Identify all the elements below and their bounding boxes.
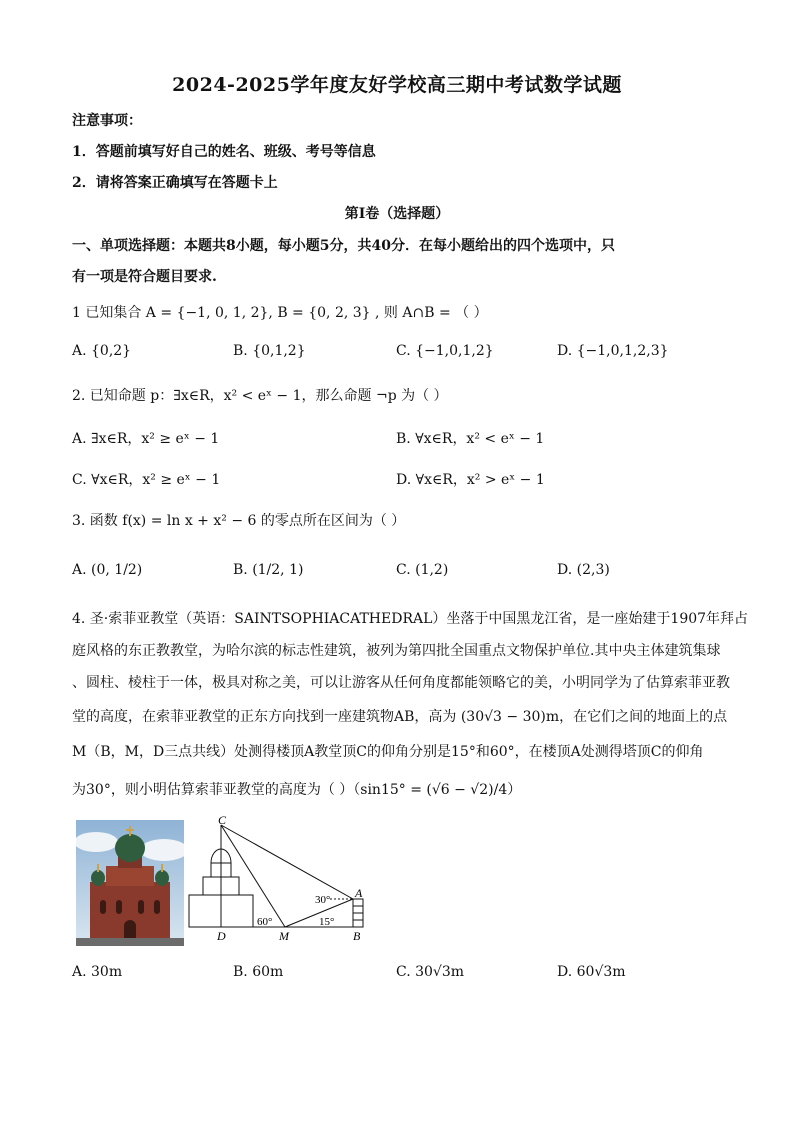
q4-line-6: 为30°，则小明估算索菲亚教堂的高度为（ ）（sin15° = (√6 − √2)/4） xyxy=(72,782,522,798)
notice-heading: 注意事项： xyxy=(72,113,142,129)
volume-title: 第I卷（选择题） xyxy=(344,206,450,222)
label-angle-60: 60° xyxy=(257,916,273,928)
q2-option-d: D. ∀x∈R，x² > eˣ − 1 xyxy=(396,472,545,488)
label-b: B xyxy=(353,929,361,943)
q1-option-b: B. {0,1,2} xyxy=(233,343,306,359)
q1-option-d: D. {−1,0,1,2,3} xyxy=(557,343,669,359)
q3-option-d: D. (2,3) xyxy=(557,562,610,578)
geometry-diagram xyxy=(185,815,375,945)
q3-stem: 3. 函数 f(x) = ln x + x² − 6 的零点所在区间为（ ） xyxy=(72,513,406,529)
q4-line-2: 庭风格的东正教教堂，为哈尔滨的标志性建筑，被列为第四批全国重点文物保护单位.其中央主体建筑集球 xyxy=(72,643,721,659)
section-intro-line-1: 一、单项选择题：本题共8小题，每小题5分，共40分．在每小题给出的四个选项中，只 xyxy=(72,238,615,254)
section-intro-line-2: 有一项是符合题目要求. xyxy=(72,269,217,285)
label-angle-30: 30° xyxy=(315,894,331,906)
q1-option-a: A. {0,2} xyxy=(72,343,132,359)
label-a: A xyxy=(355,886,363,900)
q1-stem: 1 已知集合 A = {−1, 0, 1, 2}, B = {0, 2, 3} , 则 A∩B = （ ） xyxy=(72,305,488,321)
q4-option-d: D. 60√3m xyxy=(557,964,626,980)
q3-option-b: B. (1/2, 1) xyxy=(233,562,304,578)
q2-option-c: C. ∀x∈R，x² ≥ eˣ − 1 xyxy=(72,472,221,488)
q4-option-c: C. 30√3m xyxy=(396,964,465,980)
q4-line-5: M（B，M，D三点共线）处测得楼顶A教堂顶C的仰角分别是15°和60°，在楼顶A处测得塔顶C的仰角 xyxy=(72,744,704,760)
label-angle-15: 15° xyxy=(319,916,335,928)
exam-title: 2024-2025学年度友好学校高三期中考试数学试题 xyxy=(172,74,622,96)
cathedral-photo xyxy=(76,820,184,946)
q4-option-b: B. 60m xyxy=(233,964,284,980)
notice-item-1: 1．答题前填写好自己的姓名、班级、考号等信息 xyxy=(72,144,376,160)
notice-item-2: 2．请将答案正确填写在答题卡上 xyxy=(72,175,278,191)
q2-stem: 2. 已知命题 p：∃x∈R，x² < eˣ − 1，那么命题 ¬p 为（ ） xyxy=(72,388,448,404)
q1-option-c: C. {−1,0,1,2} xyxy=(396,343,494,359)
q4-line-1: 4. 圣·索菲亚教堂（英语：SAINTSOPHIACATHEDRAL）坐落于中国黑龙江省，是一座始建于1907年拜占 xyxy=(72,611,749,627)
q4-option-a: A. 30m xyxy=(72,964,123,980)
q3-option-a: A. (0, 1/2) xyxy=(72,562,143,578)
q2-option-b: B. ∀x∈R，x² < eˣ − 1 xyxy=(396,431,545,447)
label-d: D xyxy=(217,929,226,943)
q2-option-a: A. ∃x∈R，x² ≥ eˣ − 1 xyxy=(72,431,220,447)
q4-line-4: 堂的高度，在索菲亚教堂的正东方向找到一座建筑物AB，高为 (30√3 − 30)m，在它们之间的地面上的点 xyxy=(72,709,728,725)
label-c: C xyxy=(218,815,227,827)
q4-line-3: 、圆柱、棱柱于一体，极具对称之美，可以让游客从任何角度都能领略它的美，小明同学为了估算索菲亚教 xyxy=(72,675,730,691)
q3-option-c: C. (1,2) xyxy=(396,562,449,578)
label-m: M xyxy=(279,929,289,943)
